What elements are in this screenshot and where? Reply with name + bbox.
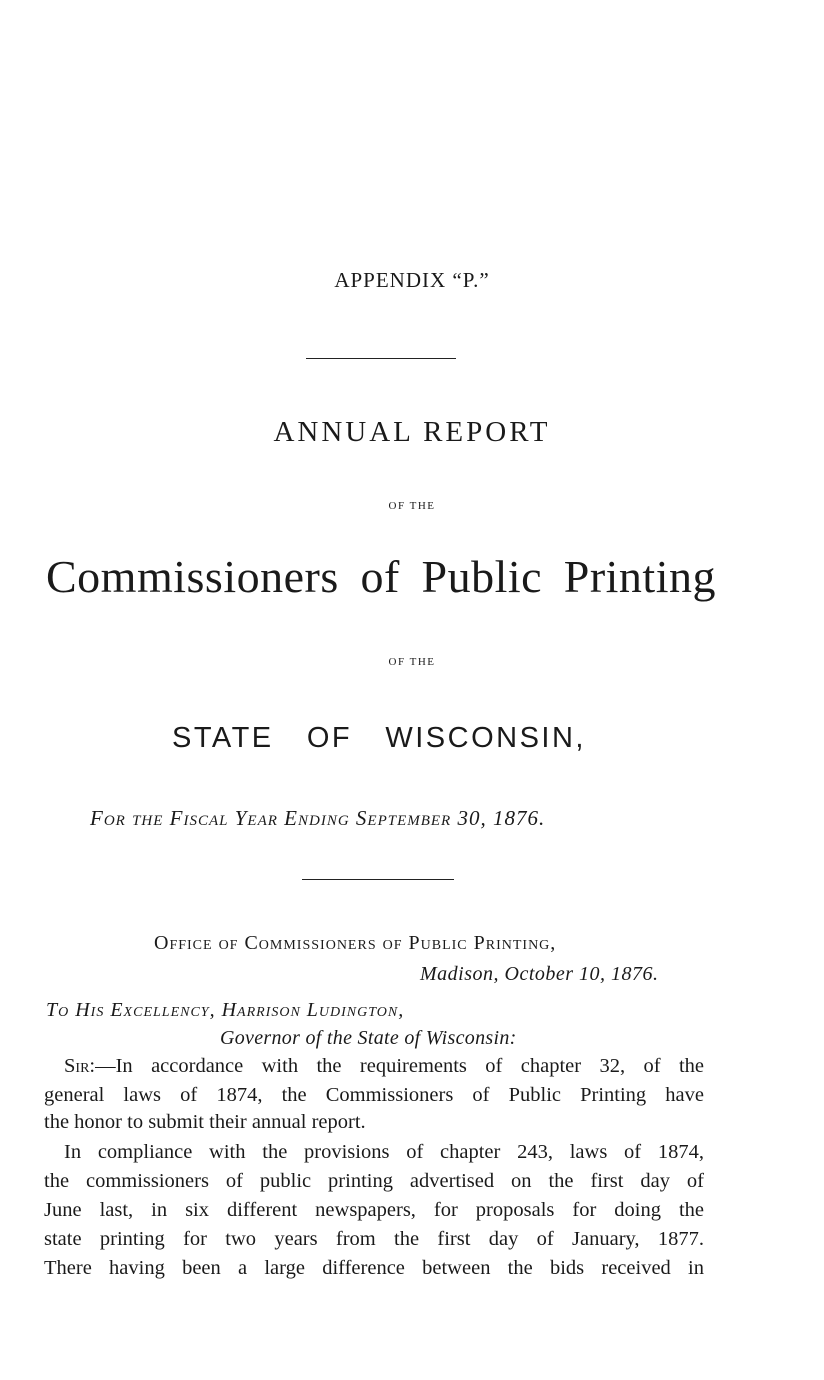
of-the-label: OF THE (388, 500, 436, 512)
paragraph-text: :—In accordance with the requirements of chapter 32, of the (89, 1055, 704, 1077)
fiscal-year-line: For the Fiscal Year Ending September 30, 1876. (90, 806, 546, 830)
heading-word: Public (421, 551, 543, 602)
heading-word: Printing (563, 551, 716, 602)
paragraph-line: the honor to submit their annual report. (44, 1111, 366, 1133)
commissioners-heading (46, 550, 716, 603)
state-word: STATE (172, 722, 274, 754)
appendix-heading: APPENDIX “P.” (334, 268, 490, 292)
of-the-label: OF THE (388, 656, 436, 668)
paragraph-line (64, 1055, 704, 1078)
divider-rule-bottom (302, 879, 454, 880)
report-title: ANNUAL REPORT (273, 416, 551, 448)
heading-word: Commissioners (46, 551, 339, 602)
state-word: WISCONSIN, (385, 722, 586, 754)
salutation: To His Excellency, Harrison Ludington, (46, 999, 405, 1021)
state-word: OF (306, 722, 353, 754)
date-line: Madison, October 10, 1876. (420, 963, 659, 985)
office-line: Office of Commissioners of Public Printing, (154, 932, 557, 954)
paragraph-line: the commissioners of public printing advertised on the first day of (44, 1170, 704, 1192)
governor-line: Governor of the State of Wisconsin: (220, 1027, 517, 1049)
paragraph-line: general laws of 1874, the Commissioners of Public Printing have (44, 1084, 704, 1106)
sir-word: Sir (64, 1055, 90, 1077)
paragraph-line: June last, in six different newspapers, for proposals for doing the (44, 1199, 704, 1221)
state-heading (172, 722, 586, 755)
divider-rule-top (306, 358, 456, 359)
paragraph-line: In compliance with the provisions of chapter 243, laws of 1874, (64, 1141, 704, 1163)
paragraph-line: state printing for two years from the first day of January, 1877. (44, 1228, 704, 1250)
paragraph-line: There having been a large difference between the bids received in (44, 1257, 704, 1279)
heading-word: of (360, 551, 400, 602)
